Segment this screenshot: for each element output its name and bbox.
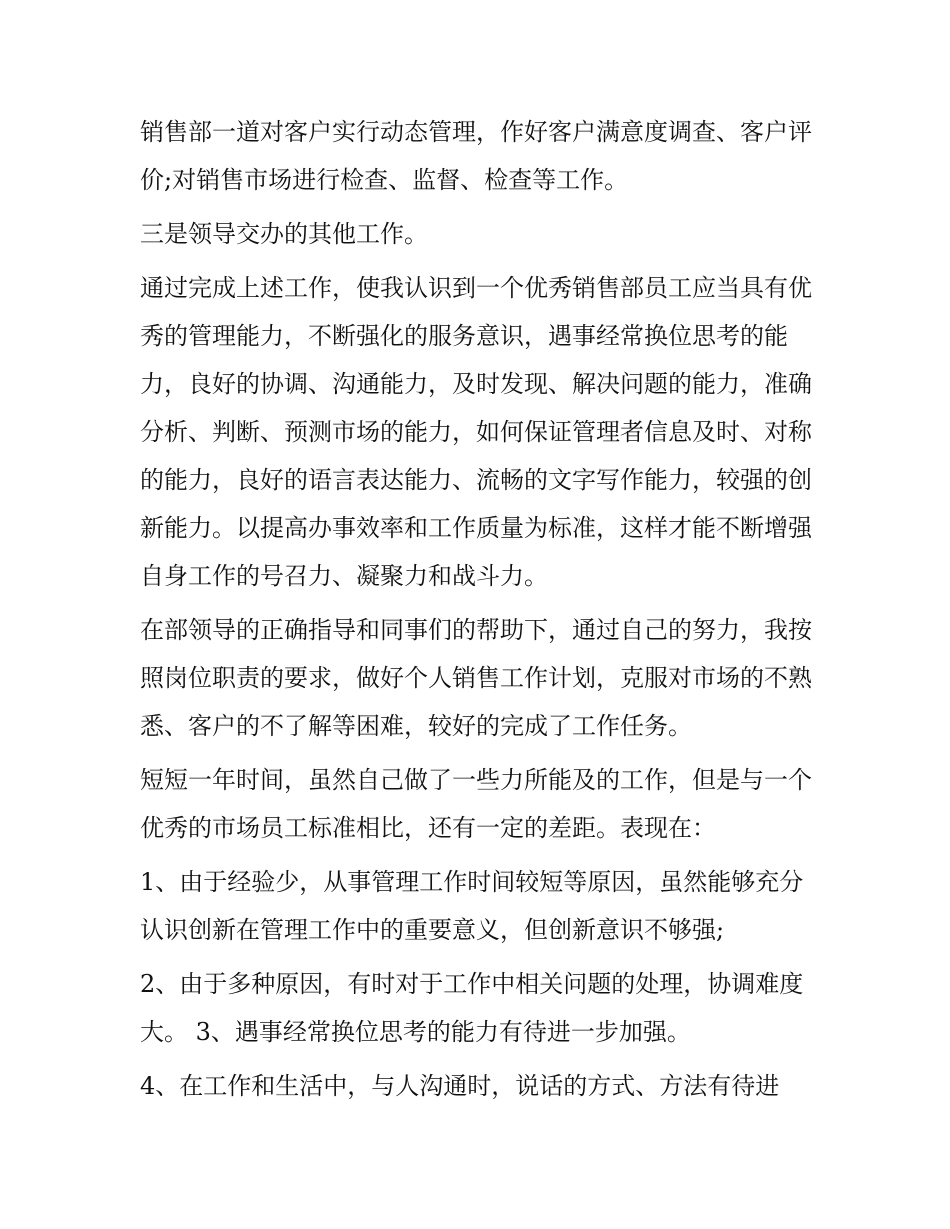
paragraph-guidance: 在部领导的正确指导和同事们的帮助下，通过自己的努力，我按照岗位职责的要求，做好个人销售工作计划，克服对市场的不熟悉、客户的不了解等困难，较好的完成了工作任务。: [140, 616, 812, 740]
paragraph-customer-management: 销售部一道对客户实行动态管理，作好客户满意度调查、客户评价;对销售市场进行检查、监督、检查等工作。: [140, 118, 812, 194]
document-body: [140, 108, 820, 1116]
paragraph-item-1: 1、由于经验少，从事管理工作时间较短等原因，虽然能够充分认识创新在管理工作中的重要意义，但创新意识不够强;: [140, 868, 804, 944]
paragraph-shortcomings-intro: 短短一年时间，虽然自己做了一些力所能及的工作，但是与一个优秀的市场员工标准相比，还有一定的差距。表现在：: [140, 766, 812, 842]
paragraph-item-2-3: 2、由于多种原因，有时对于工作中相关问题的处理，协调难度大。 3、遇事经常换位思考的能力有待进一步加强。: [140, 970, 804, 1046]
paragraph-other-work: 三是领导交办的其他工作。: [140, 220, 428, 248]
paragraph-item-4: 4、在工作和生活中，与人沟通时，说话的方式、方法有待进: [140, 1072, 780, 1100]
paragraph-abilities: 通过完成上述工作，使我认识到一个优秀销售部员工应当具有优秀的管理能力，不断强化的服务意识，遇事经常换位思考的能力，良好的协调、沟通能力，及时发现、解决问题的能力，准确分析、判断、预测市场的能力，如何保证管理者信息及时、对称的能力，良好的语言表达能力、流畅的文字写作能力，较强的创新能力。以提高办事效率和工作质量为标准，这样才能不断增强自身工作的号召力、凝聚力和战斗力。: [140, 274, 812, 590]
